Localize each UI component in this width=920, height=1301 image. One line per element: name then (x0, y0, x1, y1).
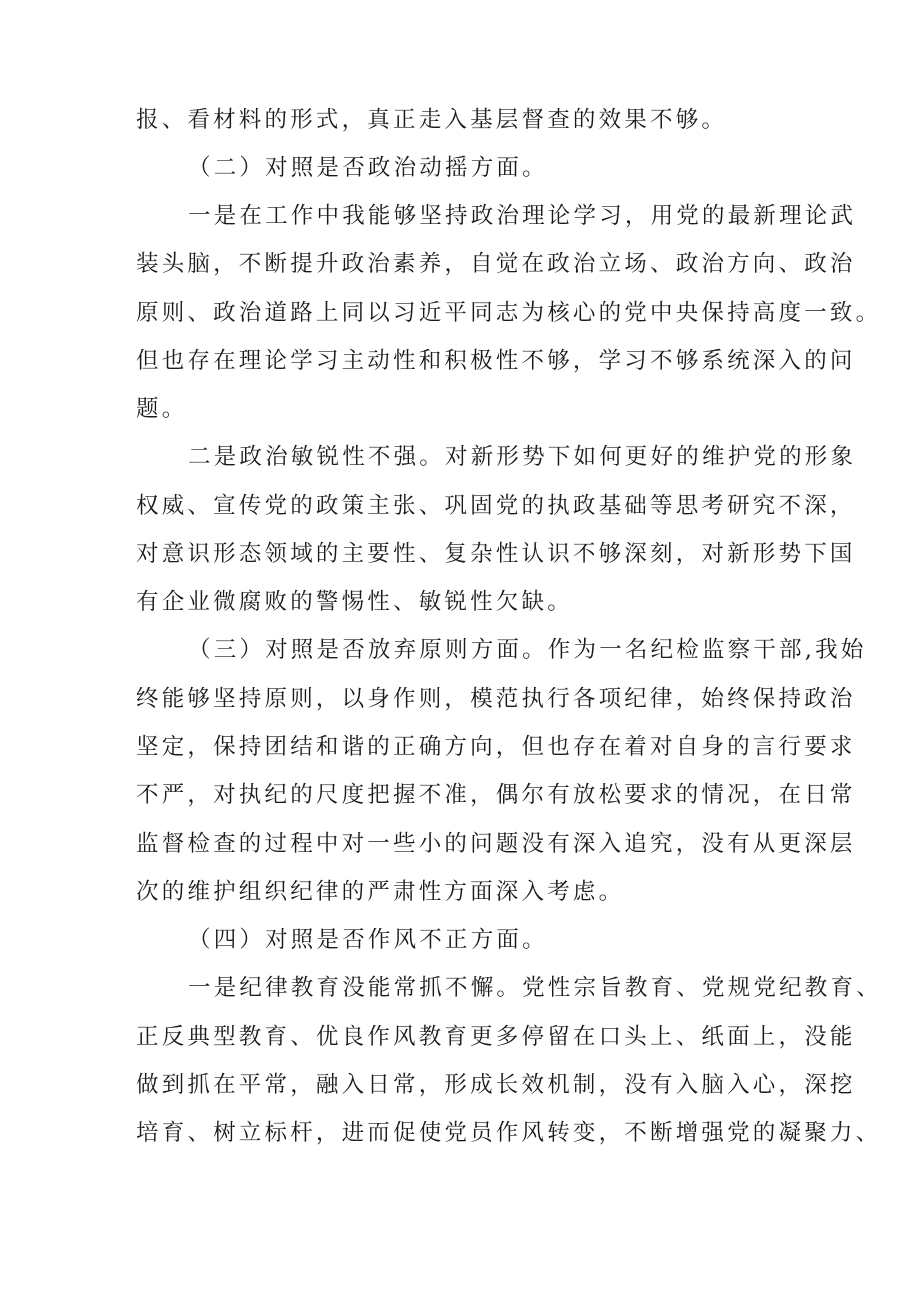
paragraph-line: 报、看材料的形式，真正走入基层督查的效果不够。 (136, 107, 728, 133)
paragraph-line: 权威、宣传党的政策主张、巩固党的执政基础等思考研究不深， (136, 493, 856, 519)
paragraph-line: 次的维护组织纪律的严肃性方面深入考虑。 (136, 879, 625, 905)
paragraph-line: 但也存在理论学习主动性和积极性不够，学习不够系统深入的问 (136, 348, 856, 374)
paragraph-line: 坚定，保持团结和谐的正确方向，但也存在着对自身的言行要求 (136, 734, 856, 760)
paragraph-line: 一是在工作中我能够坚持政治理论学习，用党的最新理论武 (188, 203, 857, 229)
paragraph-line: 正反典型教育、优良作风教育更多停留在口头上、纸面上，没能 (136, 1024, 856, 1050)
paragraph-line: 对意识形态领域的主要性、复杂性认识不够深刻，对新形势下国 (136, 541, 856, 567)
paragraph-line: 做到抓在平常，融入日常，形成长效机制，没有入脑入心，深挖 (136, 1072, 856, 1098)
section-heading-2: （二）对照是否政治动摇方面。 (188, 155, 548, 181)
paragraph-line: 题。 (136, 396, 188, 422)
section-heading-4: （四）对照是否作风不正方面。 (188, 927, 548, 953)
paragraph-line: 终能够坚持原则，以身作则，模范执行各项纪律，始终保持政治 (136, 686, 856, 712)
paragraph-line: 监督检查的过程中对一些小的问题没有深入追究，没有从更深层 (136, 831, 856, 857)
paragraph-line: 装头脑，不断提升政治素养，自觉在政治立场、政治方向、政治 (136, 251, 856, 277)
paragraph-line: 二是政治敏锐性不强。对新形势下如何更好的维护党的形象 (188, 444, 857, 470)
section-heading-3: （三）对照是否放弃原则方面。作为一名纪检监察干部,我始 (188, 637, 867, 663)
paragraph-line: 原则、政治道路上同以习近平同志为核心的党中央保持高度一致。 (136, 300, 882, 326)
paragraph-line: 有企业微腐败的警惕性、敏锐性欠缺。 (136, 589, 573, 615)
paragraph-line: 不严，对执纪的尺度把握不准，偶尔有放松要求的情况，在日常 (136, 782, 856, 808)
paragraph-line: 一是纪律教育没能常抓不懈。党性宗旨教育、党规党纪教育、 (188, 975, 882, 1001)
paragraph-line: 培育、树立标杆，进而促使党员作风转变，不断增强党的凝聚力、 (136, 1120, 882, 1146)
